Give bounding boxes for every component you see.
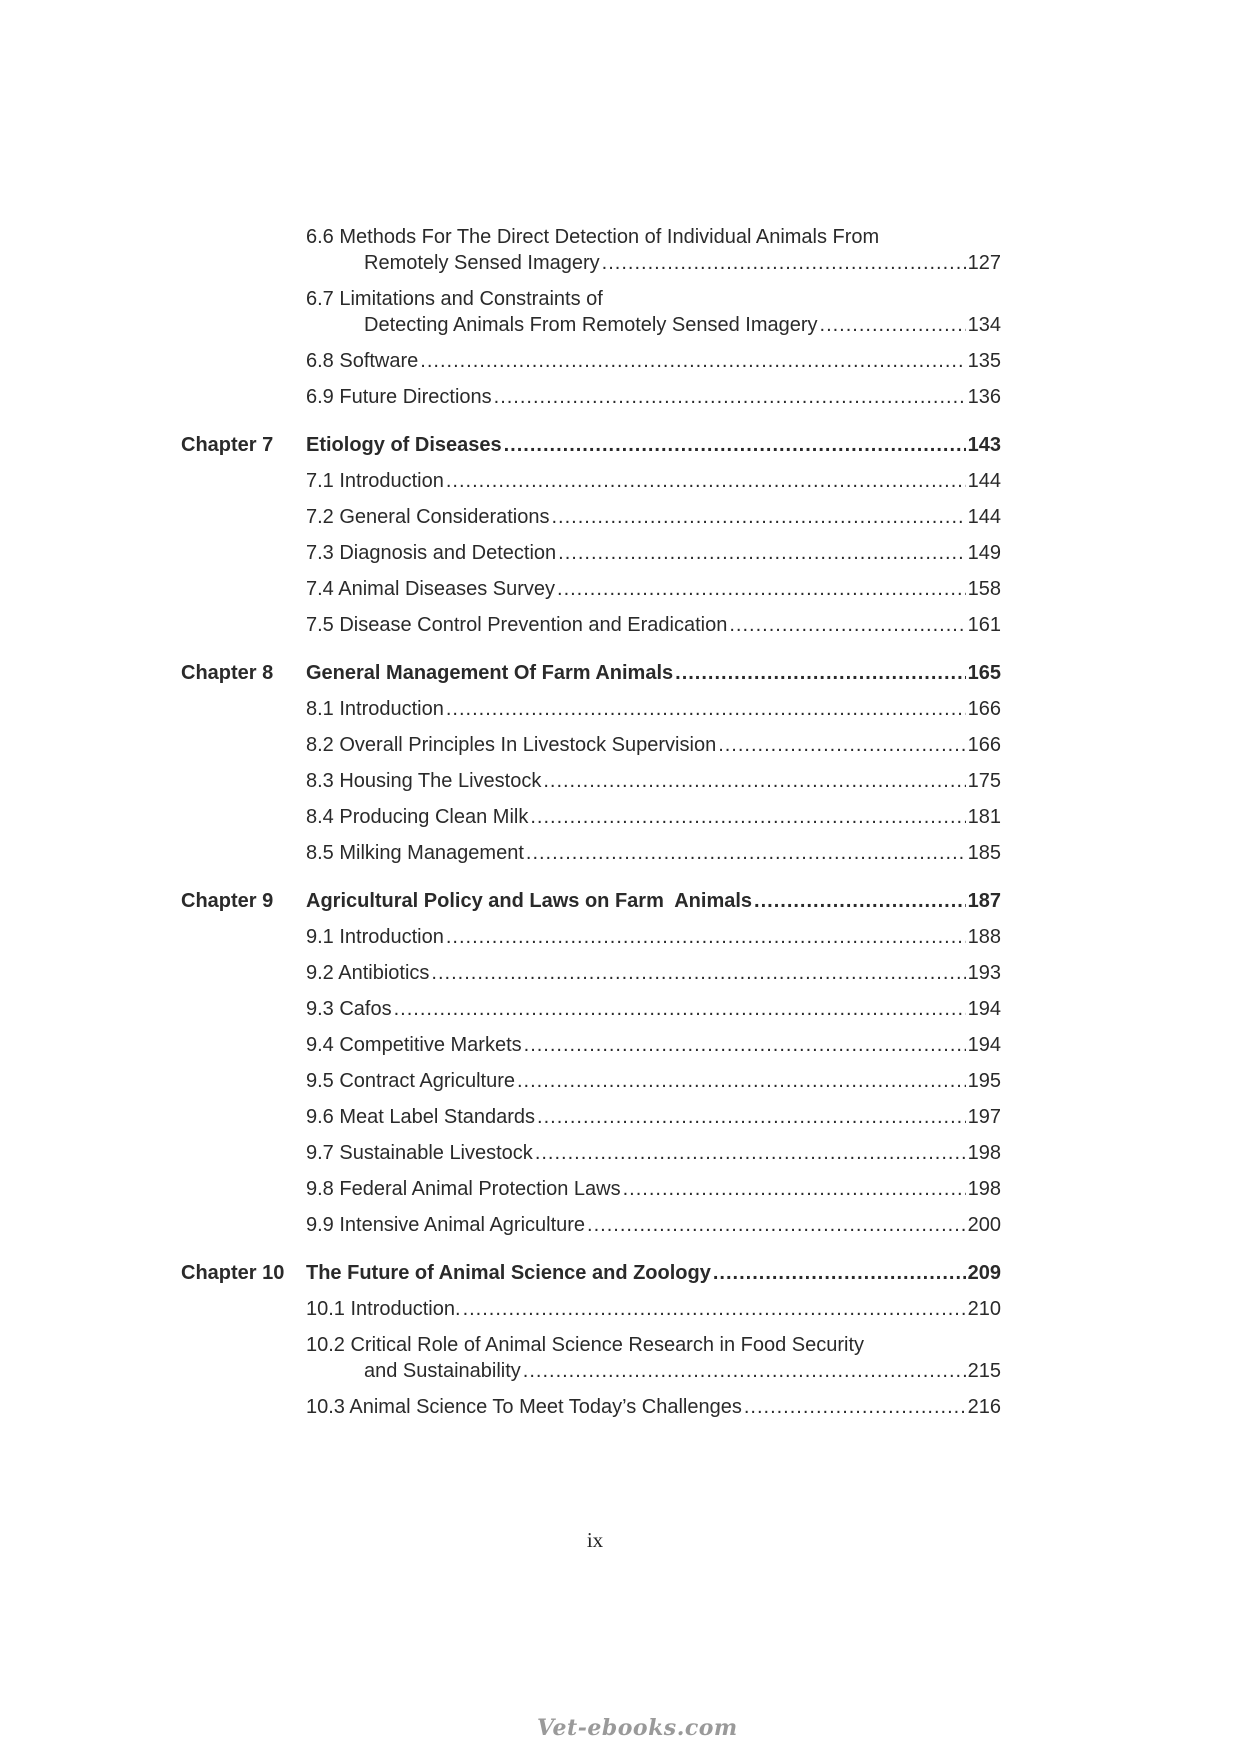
toc-entry[interactable] [181,840,1001,866]
toc-entry[interactable] [181,1032,1001,1058]
dot-leader [523,1358,966,1384]
watermark-logo: Vet-ebooks.com [537,1715,738,1741]
toc-page-number: 198 [967,1142,1001,1164]
toc-entry-title: 9.2 Antibiotics [306,962,430,984]
dot-leader [504,432,966,458]
toc-entry[interactable] [181,804,1001,830]
table-of-contents [181,224,1001,1430]
toc-entry-title: 10.1 Introduction. [306,1298,461,1320]
toc-page-number: 193 [967,962,1001,984]
toc-page-number: 195 [967,1070,1001,1092]
toc-entry-title: 7.3 Diagnosis and Detection [306,542,557,564]
toc-page-number: 187 [967,890,1001,912]
toc-entry-6-9[interactable] [181,384,1001,410]
toc-page-number: 149 [967,542,1001,564]
toc-entry[interactable] [181,468,1001,494]
toc-entry-title: 8.3 Housing The Livestock [306,770,542,792]
toc-entry[interactable] [181,768,1001,794]
toc-chapter-9[interactable] [181,888,1001,914]
toc-entry-title: 8.5 Milking Management [306,842,524,864]
toc-entry-10-1[interactable] [181,1296,1001,1322]
toc-entry-title: 10.3 Animal Science To Meet Today’s Challenges [306,1396,742,1418]
chapter-title: Etiology of Diseases [306,434,502,456]
toc-entry-10-3[interactable] [181,1394,1001,1420]
dot-leader [754,888,966,914]
dot-leader [537,1104,966,1130]
dot-leader [543,768,965,794]
toc-page-number: 185 [967,842,1001,864]
dot-leader [587,1212,966,1238]
toc-entry[interactable] [181,612,1001,638]
toc-page-number: 209 [967,1262,1001,1284]
toc-entry-title: 10.2 Critical Role of Animal Science Research in Food Security [306,1334,865,1356]
dot-leader [713,1260,966,1286]
dot-leader [744,1394,966,1420]
toc-page-number: 136 [967,386,1001,408]
dot-leader [558,540,965,566]
toc-entry[interactable] [181,732,1001,758]
toc-entry[interactable] [181,996,1001,1022]
toc-page-number: 127 [967,252,1001,274]
toc-entry[interactable] [181,1212,1001,1238]
chapter-label: Chapter 8 [181,662,274,684]
toc-entry-title-cont: Detecting Animals From Remotely Sensed Imagery [364,314,818,336]
toc-page-number: 135 [967,350,1001,372]
toc-chapter-8[interactable] [181,660,1001,686]
toc-page-number: 210 [967,1298,1001,1320]
toc-entry-title: 7.1 Introduction [306,470,444,492]
chapter-title: The Future of Animal Science and Zoology [306,1262,711,1284]
toc-page-number: 166 [967,734,1001,756]
dot-leader [602,250,966,276]
toc-entry-6-7[interactable] [181,286,1001,338]
toc-entry-title: 9.8 Federal Animal Protection Laws [306,1178,621,1200]
toc-entry-title: 9.5 Contract Agriculture [306,1070,515,1092]
dot-leader [535,1140,966,1166]
page-number: ix [586,1528,604,1552]
toc-entry-6-6[interactable] [181,224,1001,276]
toc-entry-title: 6.8 Software [306,350,419,372]
dot-leader [526,840,966,866]
dot-leader [557,576,966,602]
toc-entry[interactable] [181,696,1001,722]
chapter-label: Chapter 7 [181,434,274,456]
toc-entry-title: 8.1 Introduction [306,698,444,720]
toc-page-number: 134 [967,314,1001,336]
dot-leader [820,312,966,338]
toc-entry-title: 9.3 Cafos [306,998,392,1020]
toc-entry-title: 7.4 Animal Diseases Survey [306,578,556,600]
dot-leader [524,1032,966,1058]
toc-chapter-7[interactable] [181,432,1001,458]
toc-entry-title: 9.7 Sustainable Livestock [306,1142,533,1164]
chapter-label: Chapter 9 [181,890,274,912]
dot-leader [446,924,966,950]
toc-entry[interactable] [181,504,1001,530]
toc-entry-title: 7.2 General Considerations [306,506,550,528]
chapter-title: General Management Of Farm Animals [306,662,674,684]
dot-leader [551,504,965,530]
toc-entry-title: 6.7 Limitations and Constraints of [306,288,603,310]
toc-page-number: 166 [967,698,1001,720]
dot-leader [463,1296,966,1322]
chapter-label: Chapter 10 [181,1262,285,1284]
dot-leader [530,804,965,830]
toc-page-number: 216 [967,1396,1001,1418]
toc-entry-title: 7.5 Disease Control Prevention and Eradication [306,614,728,636]
toc-page-number: 188 [967,926,1001,948]
toc-entry[interactable] [181,540,1001,566]
dot-leader [446,468,966,494]
toc-entry-title: 9.6 Meat Label Standards [306,1106,536,1128]
dot-leader [729,612,965,638]
dot-leader [718,732,965,758]
toc-entry[interactable] [181,576,1001,602]
toc-entry-title: 9.1 Introduction [306,926,444,948]
dot-leader [623,1176,966,1202]
toc-entry-title: 9.9 Intensive Animal Agriculture [306,1214,586,1236]
toc-page-number: 144 [967,506,1001,528]
toc-page-number: 158 [967,578,1001,600]
toc-page-number: 194 [967,1034,1001,1056]
toc-entry[interactable] [181,1176,1001,1202]
toc-entry-title: 8.4 Producing Clean Milk [306,806,529,828]
toc-page-number: 175 [967,770,1001,792]
toc-entry[interactable] [181,1068,1001,1094]
toc-entry[interactable] [181,960,1001,986]
dot-leader [517,1068,966,1094]
toc-entry[interactable] [181,1104,1001,1130]
toc-entry-title: 9.4 Competitive Markets [306,1034,522,1056]
chapter-title: Agricultural Policy and Laws on Farm Animals [306,890,753,912]
dot-leader [446,696,966,722]
toc-page-number: 197 [967,1106,1001,1128]
toc-page-number: 194 [967,998,1001,1020]
toc-entry-6-8[interactable] [181,348,1001,374]
toc-page-number: 198 [967,1178,1001,1200]
toc-page-number: 161 [967,614,1001,636]
toc-entry-title-cont: and Sustainability [364,1360,521,1382]
toc-page-number: 165 [967,662,1001,684]
dot-leader [675,660,965,686]
dot-leader [494,384,966,410]
toc-entry[interactable] [181,1140,1001,1166]
toc-entry-10-2[interactable] [181,1332,1001,1384]
toc-entry-title-cont: Remotely Sensed Imagery [364,252,600,274]
toc-page-number: 144 [967,470,1001,492]
toc-page-number: 215 [967,1360,1001,1382]
toc-chapter-10[interactable] [181,1260,1001,1286]
toc-page-number: 181 [967,806,1001,828]
toc-entry[interactable] [181,924,1001,950]
toc-page-number: 200 [967,1214,1001,1236]
toc-entry-title: 8.2 Overall Principles In Livestock Supervision [306,734,717,756]
dot-leader [420,348,965,374]
toc-entry-title: 6.9 Future Directions [306,386,492,408]
toc-page-number: 143 [967,434,1001,456]
toc-entry-title: 6.6 Methods For The Direct Detection of Individual Animals From [306,226,880,248]
dot-leader [431,960,965,986]
dot-leader [394,996,966,1022]
